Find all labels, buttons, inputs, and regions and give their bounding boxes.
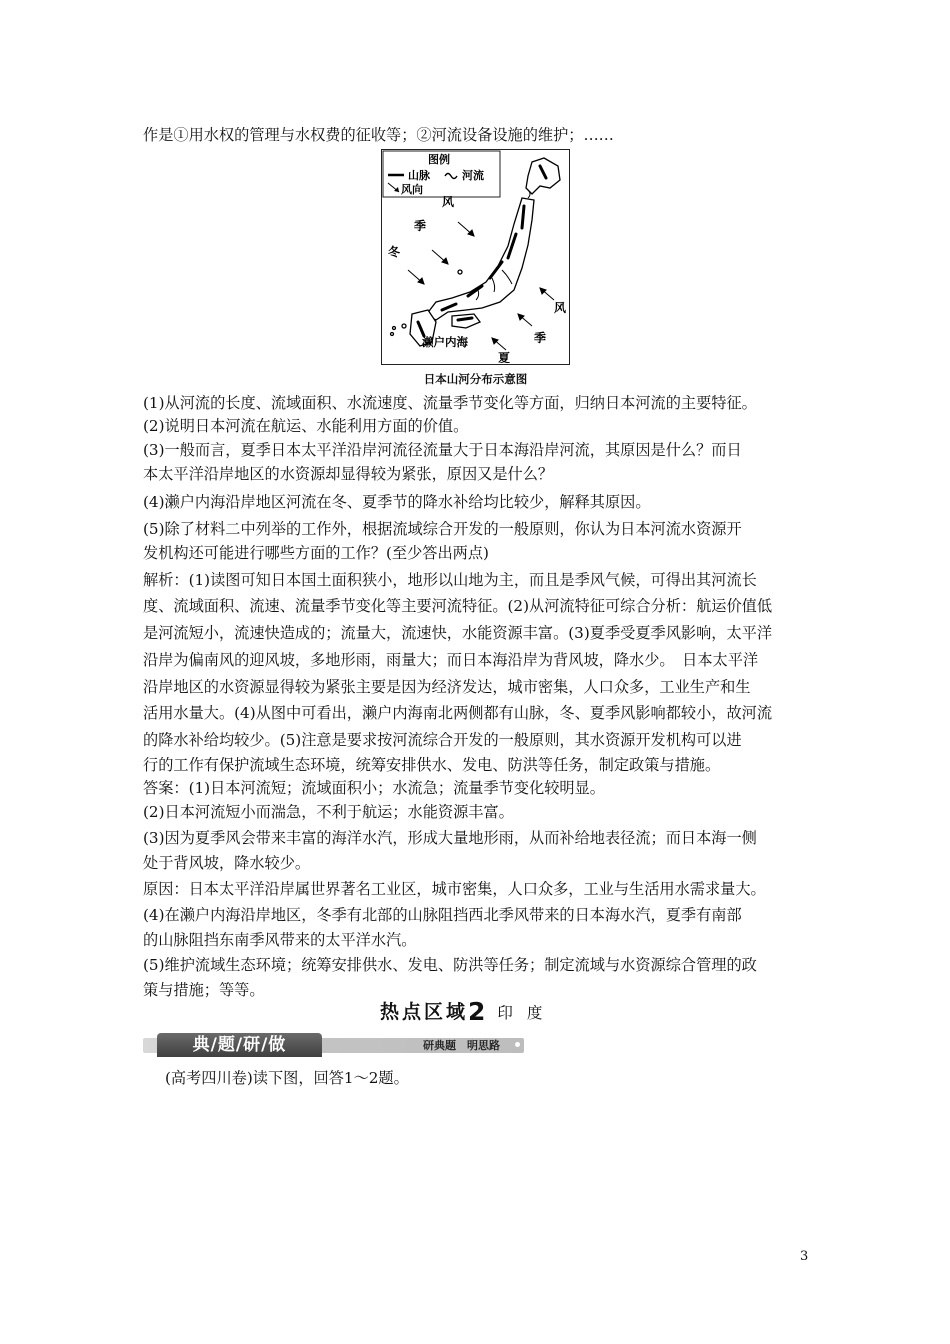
top-line: 作是①用水权的管理与水权费的征收等；②河流设备设施的维护；…… — [143, 126, 614, 144]
answer-line: 原因：日本太平洋沿岸属世界著名工业区，城市密集，人口众多，工业与生活用水需求量大。 — [143, 880, 766, 898]
section-subtitle: 印度 — [497, 1004, 557, 1022]
winter-char-2: 季 — [414, 219, 427, 233]
answer-line: (2)日本河流短小而湍急，不利于航运；水能资源丰富。 — [143, 803, 514, 821]
answer-line: (4)在濑户内海沿岸地区，冬季有北部的山脉阻挡西北季风带来的日本海水汽，夏季有南部 — [143, 906, 742, 924]
summer-char-1: 夏 — [498, 351, 511, 363]
question-line: 发机构还可能进行哪些方面的工作？(至少答出两点) — [143, 544, 489, 562]
analysis-line: 沿岸地区的水资源显得较为紧张主要是因为经济发达，城市密集，人口众多，工业生产和生 — [143, 678, 751, 696]
figure-caption: 日本山河分布示意图 — [423, 372, 528, 386]
analysis-line: 是河流短小，流速快造成的；流量大，流速快，水能资源丰富。(3)夏季受夏季风影响，太平洋 — [143, 624, 773, 642]
analysis-line: 解析：(1)读图可知日本国土面积狭小，地形以山地为主，而且是季风气候，可得出其河流长 — [143, 571, 757, 589]
summer-char-3: 风 — [554, 301, 567, 315]
analysis-line: 沿岸为偏南风的迎风坡，多地形雨，雨量大；而日本海沿岸为背风坡，降水少。 日本太平洋 — [143, 651, 759, 669]
answer-line: 策与措施；等等。 — [143, 981, 265, 999]
japan-map — [382, 150, 568, 363]
shikoku — [452, 314, 480, 328]
legend-mountain: 山脉 — [408, 169, 430, 182]
hokkaido — [526, 158, 560, 194]
legend-river: 河流 — [462, 169, 484, 182]
analysis-line: 活用水量大。(4)从图中可看出，濑户内海南北两侧都有山脉，冬、夏季风影响都较小，故河流 — [143, 704, 773, 722]
question-line: 本太平洋沿岸地区的水资源却显得较为紧张，原因又是什么？ — [143, 465, 554, 483]
intro-line: (高考四川卷)读下图，回答1～2题。 — [165, 1069, 409, 1087]
page-number: 3 — [800, 1249, 809, 1264]
question-line: (5)除了材料二中列举的工作外，根据流域综合开发的一般原则，你认为日本河流水资源开 — [143, 520, 742, 538]
winter-char-3: 风 — [442, 195, 455, 209]
section-banner — [143, 1033, 524, 1057]
question-line: (2)说明日本河流在航运、水能利用方面的价值。 — [143, 417, 469, 435]
question-line: (3)一般而言，夏季日本太平洋沿岸河流径流量大于日本海沿岸河流，其原因是什么？而日 — [143, 441, 742, 459]
answer-line: 处于背风坡，降水较少。 — [143, 854, 311, 872]
banner-tab-label: 典/题/研/做 — [157, 1033, 322, 1057]
japan-map-figure — [381, 149, 570, 365]
question-line: (1)从河流的长度、流域面积、水流速度、流量季节变化等方面，归纳日本河流的主要特征。 — [143, 394, 757, 412]
section-heading — [380, 997, 556, 1026]
banner-sub-label: 研典题 明思路 — [423, 1039, 500, 1052]
question-line: (4)濑户内海沿岸地区河流在冬、夏季节的降水补给均比较少，解释其原因。 — [143, 493, 651, 511]
section-number: 2 — [468, 997, 486, 1026]
answer-line: 的山脉阻挡东南季风带来的太平洋水汽。 — [143, 931, 417, 949]
answer-line: 答案：(1)日本河流短；流域面积小；水流急；流量季节变化较明显。 — [143, 779, 605, 797]
analysis-line: 度、流域面积、流速、流量季节变化等主要河流特征。(2)从河流特征可综合分析：航运价值低 — [143, 597, 773, 615]
banner-dot-icon — [515, 1042, 520, 1047]
answer-line: (5)维护流域生态环境；统筹安排供水、发电、防洪等任务；制定流域与水资源综合管理的政 — [143, 956, 757, 974]
analysis-line: 的降水补给均较少。(5)注意是要求按河流综合开发的一般原则，其水资源开发机构可以进 — [143, 731, 742, 749]
sado-island — [458, 270, 462, 274]
legend-title: 图例 — [428, 153, 450, 166]
answer-line: (3)因为夏季风会带来丰富的海洋水汽，形成大量地形雨，从而补给地表径流；而日本海一侧 — [143, 829, 757, 847]
winter-char-1: 冬 — [388, 245, 401, 259]
analysis-line: 行的工作有保护流域生态环境，统筹安排供水、发电、防洪等任务，制定政策与措施。 — [143, 756, 721, 774]
summer-char-2: 季 — [534, 331, 547, 345]
sea-label: 濑户内海 — [422, 335, 468, 349]
section-title: 热点区域 — [380, 1001, 469, 1023]
legend-wind: 风向 — [401, 183, 423, 196]
